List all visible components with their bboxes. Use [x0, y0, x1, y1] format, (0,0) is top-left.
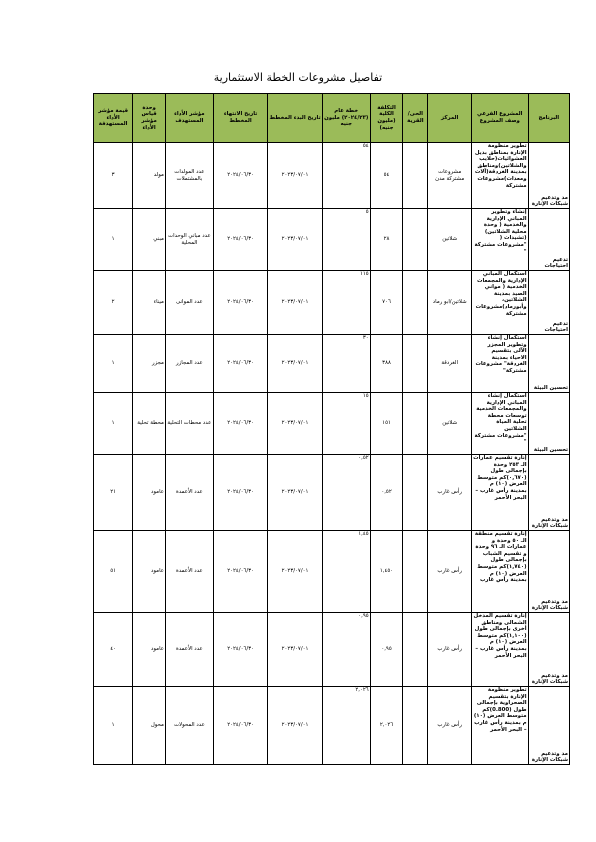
program-cell: مد وتدعيم شبكات الإنارة — [528, 455, 569, 531]
indicator-cell: عدد الأعمدة — [165, 531, 213, 613]
village-cell — [403, 687, 428, 765]
target-cell: ٢ — [94, 271, 133, 335]
target-cell: ١ — [94, 335, 133, 393]
total-cost-cell: ٥٤ — [370, 143, 403, 209]
table-row — [94, 531, 570, 613]
projects-table — [93, 93, 570, 765]
table-row — [94, 271, 570, 335]
start-date-cell: ٢٠٢٣/٠٧/٠١ — [268, 209, 322, 271]
col-unit: وحدة قياس مؤشر الأداء — [133, 94, 166, 143]
center-cell: شلاتين — [428, 393, 472, 455]
total-cost-cell: ٢٨ — [370, 209, 403, 271]
indicator-cell: عدد المحولات — [165, 687, 213, 765]
target-cell: ٤٠ — [94, 613, 133, 687]
col-start: تاريخ البدء المخطط — [268, 94, 322, 143]
total-cost-cell: ٠,٩٥ — [370, 613, 403, 687]
project-cell: إنارة تقسيم منطقة الـ ٥٠ وحدة و عمارات الـ ٩٦ وحدة و تقسيم الشباب بإجمالى طول (١,٧٤٠)كم متوسط العرض (١٠) م بمدينة رأس غارب — [471, 531, 528, 613]
plan-cell: ٠,٥٢ — [322, 455, 370, 531]
program-cell: تحسين البيئة — [528, 335, 569, 393]
end-date-cell: ٢٠٢٤/٠٦/٣٠ — [213, 335, 267, 393]
table-row — [94, 209, 570, 271]
village-cell — [403, 393, 428, 455]
village-cell — [403, 271, 428, 335]
center-cell: رأس غارب — [428, 455, 472, 531]
plan-cell: ٥ — [322, 209, 370, 271]
village-cell — [403, 335, 428, 393]
unit-cell: ميناء — [133, 271, 166, 335]
indicator-cell: عدد المجازر — [165, 335, 213, 393]
project-cell: إنارة تقسيم المدخل الشمالى ومناطق أخرى بإجمالى طول (١,١٠٠)كم متوسط العرض (١٠) م بمدينة رأس غارب – البحر الأحمر — [471, 613, 528, 687]
end-date-cell: ٢٠٢٤/٠٦/٣٠ — [213, 455, 267, 531]
village-cell — [403, 455, 428, 531]
total-cost-cell: ١٥١ — [370, 393, 403, 455]
target-cell: ١ — [94, 209, 133, 271]
center-cell: الغردقة — [428, 335, 472, 393]
start-date-cell: ٢٠٢٣/٠٧/٠١ — [268, 613, 322, 687]
end-date-cell: ٢٠٢٤/٠٦/٣٠ — [213, 687, 267, 765]
end-date-cell: ٢٠٢٤/٠٦/٣٠ — [213, 271, 267, 335]
indicator-cell: عدد الأعمدة — [165, 613, 213, 687]
center-cell: رأس غارب — [428, 613, 472, 687]
target-cell: ٥١ — [94, 531, 133, 613]
indicator-cell: عدد الموانى — [165, 271, 213, 335]
total-cost-cell: ٠,٥٢ — [370, 455, 403, 531]
unit-cell: مبني — [133, 209, 166, 271]
village-cell — [403, 613, 428, 687]
table-row — [94, 613, 570, 687]
indicator-cell: عدد الأعمدة — [165, 455, 213, 531]
village-cell — [403, 143, 428, 209]
col-program: البرنامج — [528, 94, 569, 143]
plan-cell: ٠,٩٥ — [322, 613, 370, 687]
plan-cell: ١٥ — [322, 393, 370, 455]
project-cell: تطوير منظومة الإنارة بمناطق بديل العشوائيات(حلايب والشلاتين)ومناطق بمدينة الغردقة(آلات ومعدات)مشروعات مشتركة — [471, 143, 528, 209]
col-total-cost: التكلفة الكلية (مليون جنيه) — [370, 94, 403, 143]
center-cell: شلاتين — [428, 209, 472, 271]
table-row — [94, 335, 570, 393]
program-cell: مد وتدعيم شبكات الإنارة — [528, 687, 569, 765]
total-cost-cell: ٣٨٨ — [370, 335, 403, 393]
plan-cell: ١١٥ — [322, 271, 370, 335]
program-cell: تحسين البيئة — [528, 393, 569, 455]
project-cell: استكمال إنشاء وتطوير المجزر الآلى بتقسيم الاحياء بمدينة الغردقة" مشروعات مشتركة" — [471, 335, 528, 393]
center-cell: رأس غارب — [428, 687, 472, 765]
program-cell: تدعيم احتياجات — [528, 271, 569, 335]
program-cell: مد وتدعيم شبكات الإنارة — [528, 613, 569, 687]
village-cell — [403, 209, 428, 271]
page-title: تفاصيل مشروعات الخطة الاستثمارية — [213, 71, 383, 84]
center-cell: مشروعات مشتركة مدن — [428, 143, 472, 209]
unit-cell: مولد — [133, 143, 166, 209]
start-date-cell: ٢٠٢٣/٠٧/٠١ — [268, 393, 322, 455]
start-date-cell: ٢٠٢٣/٠٧/٠١ — [268, 335, 322, 393]
start-date-cell: ٢٠٢٣/٠٧/٠١ — [268, 143, 322, 209]
end-date-cell: ٢٠٢٤/٠٦/٣٠ — [213, 393, 267, 455]
project-cell: تطوير منظومة الإنارة بتقسيم الصحراوية بإجمالى طول (0.800)كم متوسط العرض (١٠) م بمدينة رأس غارب – البحر الأحمر — [471, 687, 528, 765]
start-date-cell: ٢٠٢٣/٠٧/٠١ — [268, 455, 322, 531]
start-date-cell: ٢٠٢٣/٠٧/٠١ — [268, 687, 322, 765]
project-cell: استكمال المباني الإدارية والمجمعات الخدمية ( مواني الصيد بمدينة الشلاتين، وأبورماد)مشروعات مشتركة — [471, 271, 528, 335]
indicator-cell: عدد محطات التحلية — [165, 393, 213, 455]
end-date-cell: ٢٠٢٤/٠٦/٣٠ — [213, 143, 267, 209]
col-end: تاريخ الانتهاء المخطط — [213, 94, 267, 143]
col-center: المركز — [428, 94, 472, 143]
indicator-cell: عدد المولدات بالمشتملات — [165, 143, 213, 209]
col-village: الحى/ القرية — [403, 94, 428, 143]
unit-cell: عامود — [133, 455, 166, 531]
end-date-cell: ٢٠٢٤/٠٦/٣٠ — [213, 209, 267, 271]
table-row — [94, 687, 570, 765]
plan-cell: ٣٠ — [322, 335, 370, 393]
col-indicator: مؤشر الأداء المستهدف — [165, 94, 213, 143]
project-cell: إنارة تقسيم عمارات الـ ٢٥٣ وحدة بإجمالى طول (٠,٦٧٠)كم متوسط العرض (١٠) م بمدينة رأس غارب – البحر الأحمر — [471, 455, 528, 531]
table-row — [94, 393, 570, 455]
program-cell: تدعيم احتياجات — [528, 209, 569, 271]
plan-cell: ٥٤ — [322, 143, 370, 209]
header-row — [94, 94, 570, 143]
project-cell: إنشاء وتطوير المباني الإدارية والخدمية ( وحدة محلية الشلاتين)(تشيدات ( "مشروعات مشتركة " — [471, 209, 528, 271]
program-cell: مد وتدعيم شبكات الإنارة — [528, 143, 569, 209]
unit-cell: محطة تحلية — [133, 393, 166, 455]
plan-cell: ١,٤٥ — [322, 531, 370, 613]
village-cell — [403, 531, 428, 613]
target-cell: ١ — [94, 687, 133, 765]
target-cell: ١ — [94, 393, 133, 455]
center-cell: شلاتين/ابو رماد — [428, 271, 472, 335]
start-date-cell: ٢٠٢٣/٠٧/٠١ — [268, 531, 322, 613]
center-cell: رأس غارب — [428, 531, 472, 613]
indicator-cell: عدد مباني الوحدات المحلية — [165, 209, 213, 271]
project-cell: استكمال إنشاء المباني الإدارية والمجمعات الخدمية توسعات محطة تحلية المياة الشلاتين "مشروعات مشتركة " — [471, 393, 528, 455]
unit-cell: محول — [133, 687, 166, 765]
end-date-cell: ٢٠٢٤/٠٦/٣٠ — [213, 531, 267, 613]
end-date-cell: ٢٠٢٤/٠٦/٣٠ — [213, 613, 267, 687]
table-row — [94, 143, 570, 209]
table-row — [94, 455, 570, 531]
target-cell: ٣ — [94, 143, 133, 209]
col-target: قيمة مؤشر الأداء المستهدفة — [94, 94, 133, 143]
total-cost-cell: ٢,٠٢٦ — [370, 687, 403, 765]
total-cost-cell: ٧٠٦ — [370, 271, 403, 335]
start-date-cell: ٢٠٢٣/٠٧/٠١ — [268, 271, 322, 335]
target-cell: ٢١ — [94, 455, 133, 531]
unit-cell: عامود — [133, 613, 166, 687]
unit-cell: عامود — [133, 531, 166, 613]
col-plan: خطة عام (٢٠٢٤/٢٣) مليون جنيه — [322, 94, 370, 143]
unit-cell: مجزر — [133, 335, 166, 393]
total-cost-cell: ١,٤٥٠ — [370, 531, 403, 613]
plan-cell: ٢,٠٢٦ — [322, 687, 370, 765]
col-project: المشروع الفرعي وصف المشروع — [471, 94, 528, 143]
program-cell: مد وتدعيم شبكات الإنارة — [528, 531, 569, 613]
